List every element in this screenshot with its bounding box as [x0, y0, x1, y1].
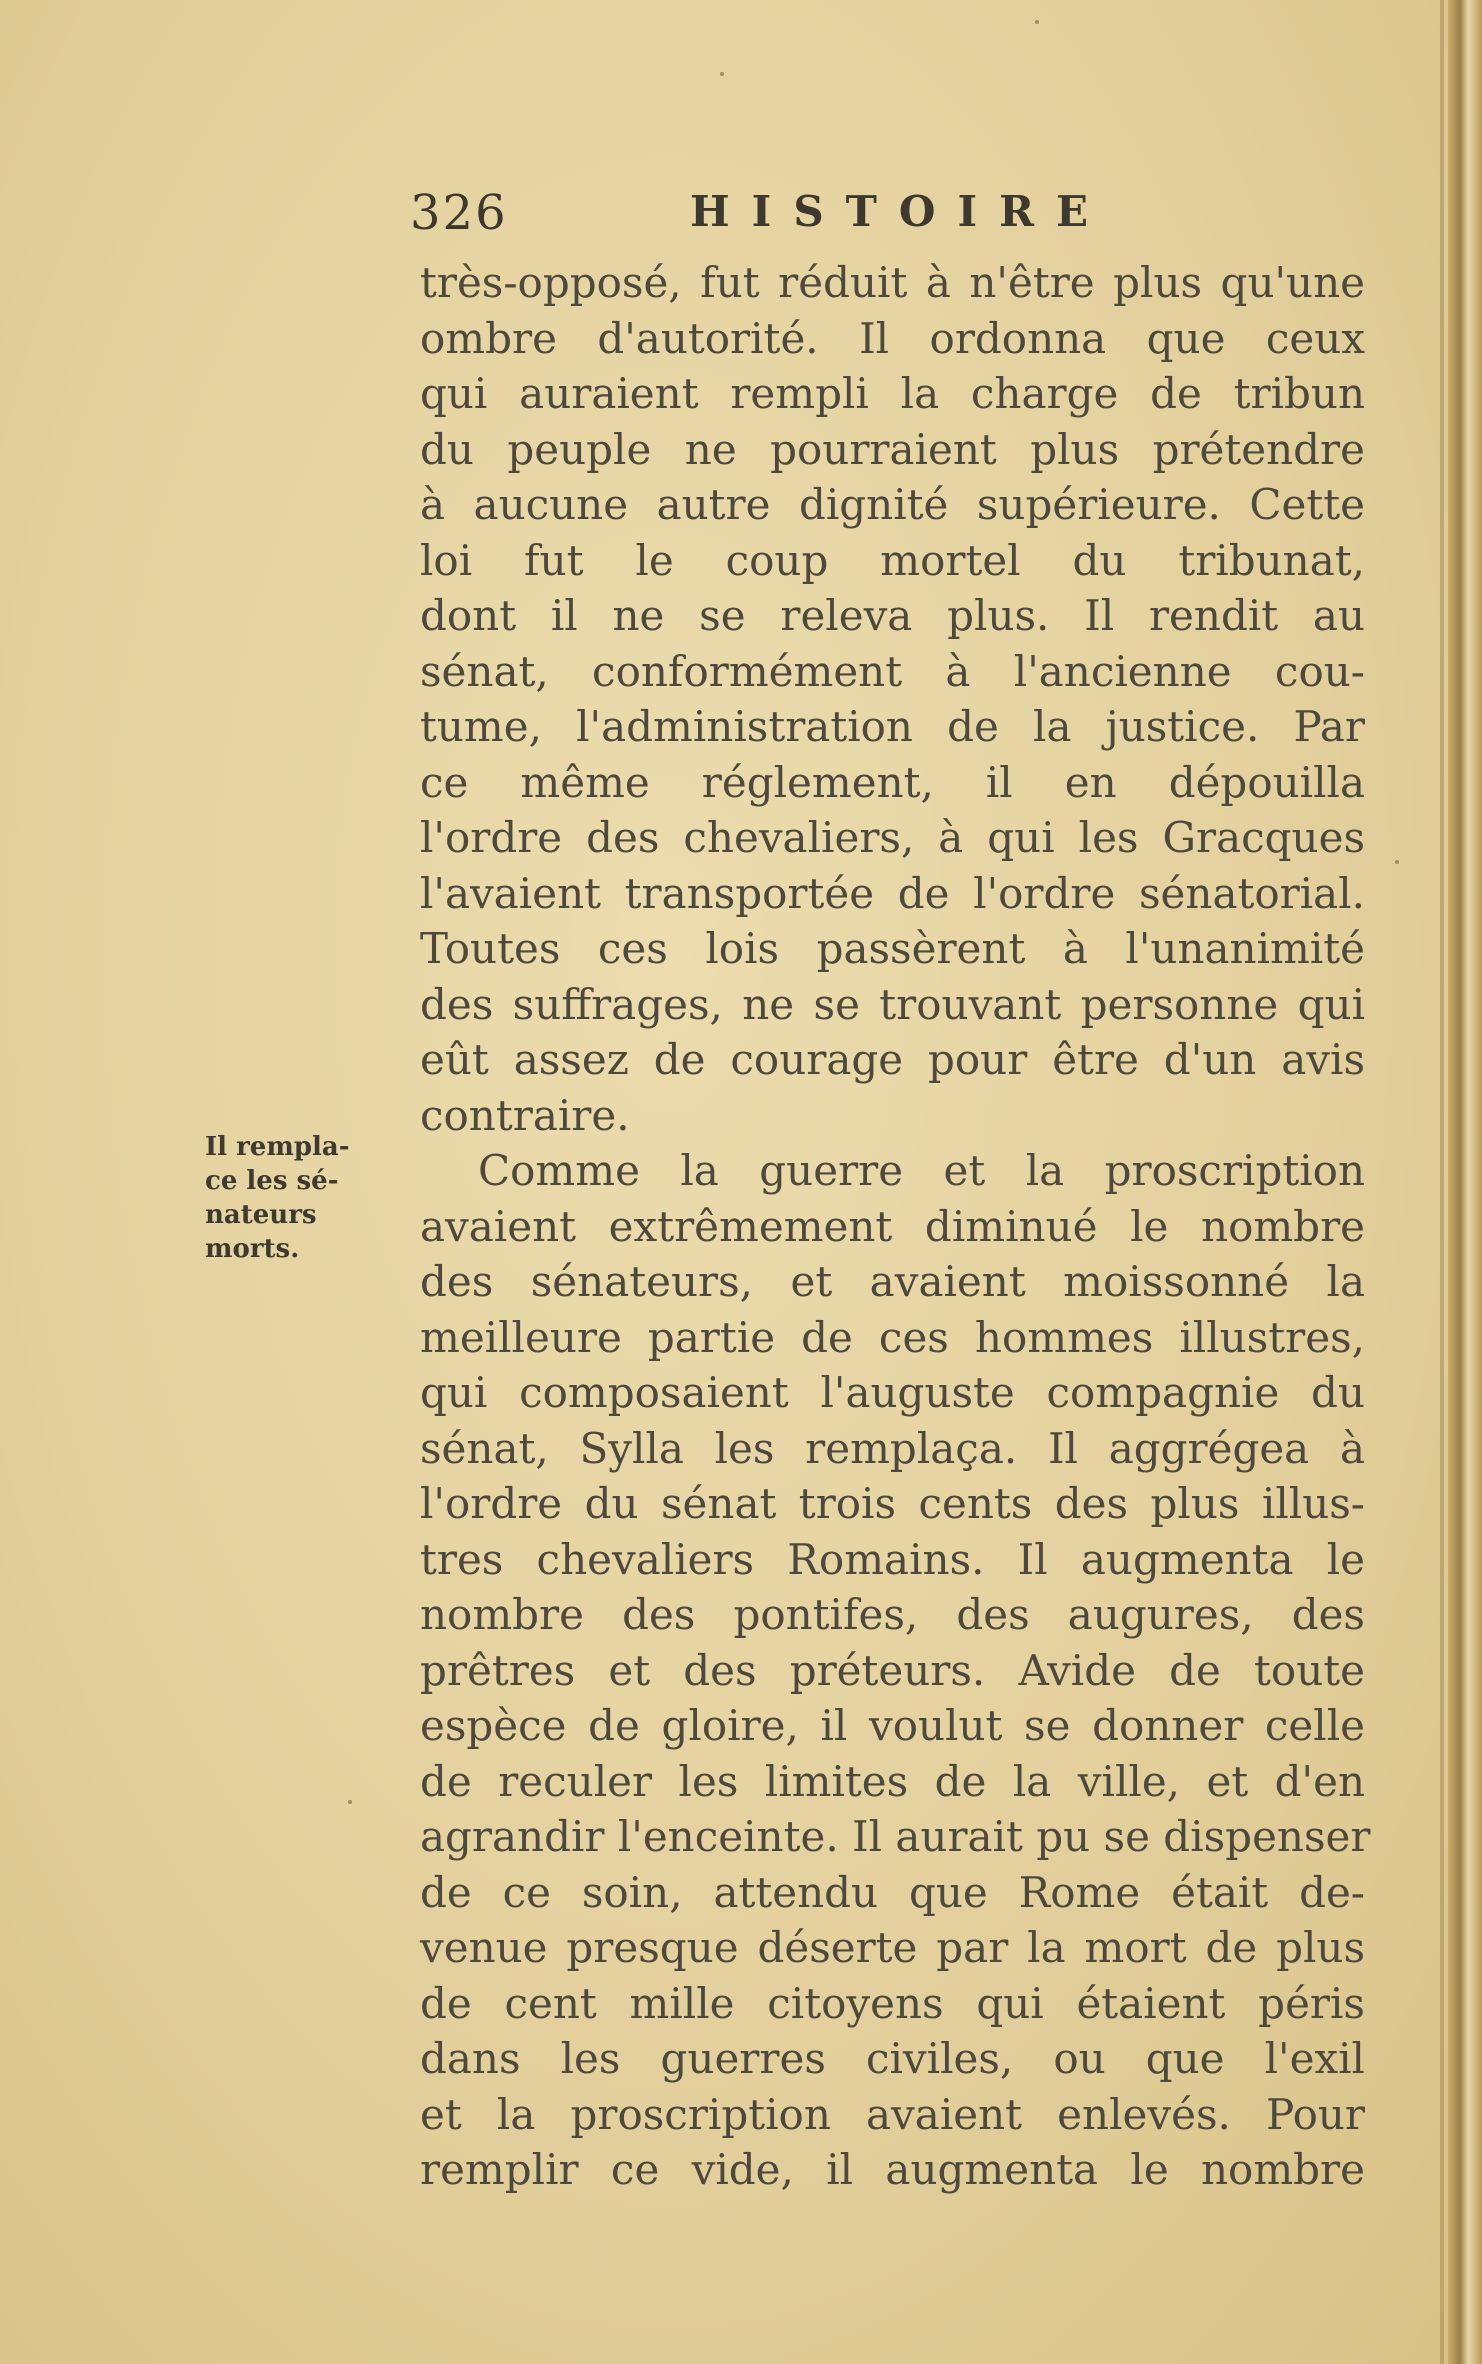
text-line: des sénateurs, et avaient moissonné la	[420, 1257, 1365, 1306]
text-line: de ce soin, attendu que Rome était de-	[420, 1867, 1365, 1917]
text-line: ce même réglement, il en dépouilla	[420, 757, 1365, 807]
text-line: ombre d'autorité. Il ordonna que ceux	[420, 313, 1365, 363]
text-line: à aucune autre dignité supérieure. Cette	[420, 480, 1365, 529]
text-line: l'ordre du sénat trois cents des plus illus-	[420, 1479, 1365, 1528]
text-line: qui composaient l'auguste compagnie du	[420, 1368, 1365, 1417]
running-title: HISTOIRE	[690, 187, 1111, 236]
paper-speck	[348, 1800, 352, 1804]
page-number: 326	[410, 185, 508, 241]
text-line: remplir ce vide, il augmenta le nombre	[420, 2145, 1365, 2194]
text-line: venue presque déserte par la mort de plus	[420, 1923, 1365, 1972]
text-line: l'ordre des chevaliers, à qui les Gracques	[420, 813, 1365, 862]
text-line: avaient extrêmement diminué le nombre	[420, 1201, 1365, 1251]
text-line: et la proscription avaient enlevés. Pour	[420, 2089, 1365, 2139]
paper-speck	[720, 72, 724, 76]
text-line: espèce de gloire, il voulut se donner celle	[420, 1701, 1365, 1750]
text-line: de reculer les limites de la ville, et d'en	[420, 1756, 1365, 1806]
text-line: du peuple ne pourraient plus prétendre	[420, 424, 1365, 474]
text-line: dont il ne se releva plus. Il rendit au	[420, 591, 1365, 640]
paper-speck	[1395, 860, 1399, 864]
text-line: nombre des pontifes, des augures, des	[420, 1590, 1365, 1639]
paragraph-end-line: contraire.	[420, 1090, 630, 1140]
text-line: sénat, conformément à l'ancienne cou-	[420, 646, 1365, 696]
text-line: meilleure partie de ces hommes illustres,	[420, 1312, 1365, 1362]
text-line: dans les guerres civiles, ou que l'exil	[420, 2034, 1365, 2083]
page-edge-shadow	[1448, 0, 1482, 2364]
text-line: très-opposé, fut réduit à n'être plus qu'une	[420, 258, 1365, 307]
text-line: sénat, Sylla les remplaça. Il aggrégea à	[420, 1423, 1365, 1473]
margin-note	[205, 1130, 395, 1266]
page-gutter-line	[1440, 0, 1444, 2364]
paper-speck	[1035, 20, 1039, 24]
paragraph-start-line: Comme la guerre et la proscription	[478, 1146, 1365, 1195]
text-line: de cent mille citoyens qui étaient péris	[420, 1978, 1365, 2028]
text-line: agrandir l'enceinte. Il aurait pu se dispenser	[420, 1812, 1371, 1861]
margin-note-line: Il rempla-	[205, 1132, 350, 1162]
running-head	[410, 185, 1370, 245]
margin-note-line: morts.	[205, 1234, 300, 1264]
text-line: l'avaient transportée de l'ordre sénatorial.	[420, 868, 1365, 918]
text-line: loi fut le coup mortel du tribunat,	[420, 535, 1365, 585]
text-line: qui auraient rempli la charge de tribun	[420, 369, 1365, 418]
text-line: eût assez de courage pour être d'un avis	[420, 1035, 1365, 1084]
margin-note-line: nateurs	[205, 1200, 317, 1230]
text-line: prêtres et des préteurs. Avide de toute	[420, 1645, 1365, 1695]
text-line: des suffrages, ne se trouvant personne qui	[420, 979, 1365, 1029]
margin-note-line: ce les sé-	[205, 1166, 339, 1196]
body-text	[420, 255, 1371, 2198]
text-line: Toutes ces lois passèrent à l'unanimité	[420, 924, 1365, 973]
text-line: tres chevaliers Romains. Il augmenta le	[420, 1534, 1365, 1584]
text-line: tume, l'administration de la justice. Par	[420, 702, 1365, 751]
